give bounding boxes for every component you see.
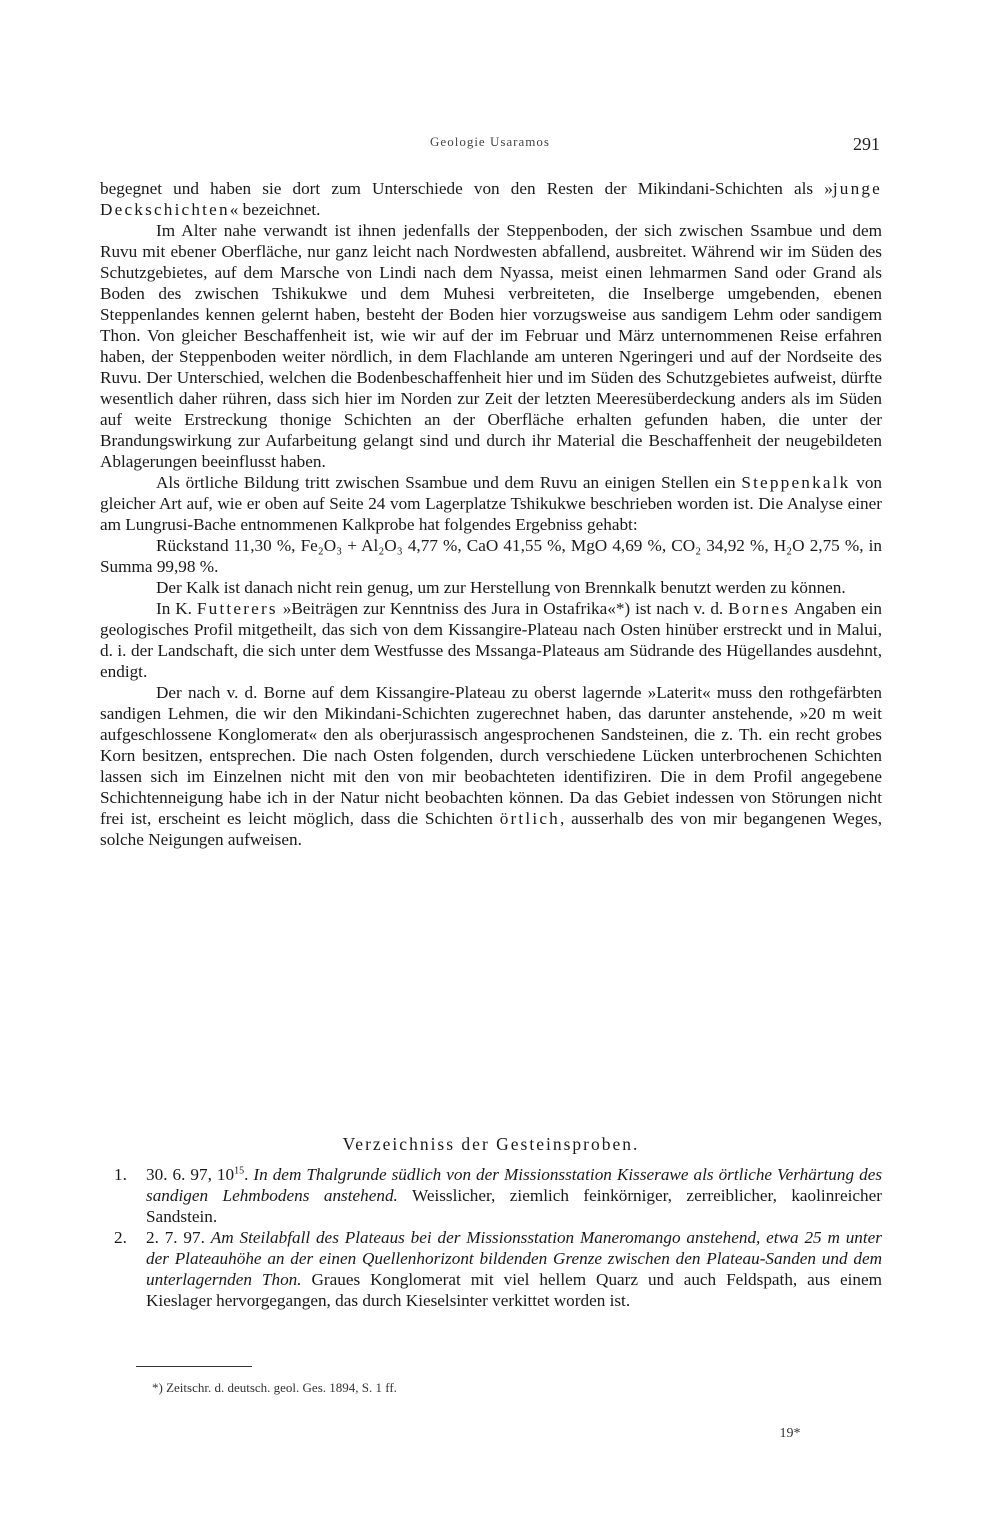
spaced-emphasis: Futterers <box>196 599 278 618</box>
spaced-emphasis: örtlich <box>499 809 560 828</box>
sample-description: Weisslicher, ziemlich feinkörniger, zerreiblicher, kaolinreicher Sandstein. <box>146 1186 882 1226</box>
paragraph-2: Im Alter nahe verwandt ist ihnen jedenfalls der Steppenboden, der sich zwischen Ssambue und dem Ruvu mit ebener Oberfläche, nur ganz leicht nach Nordwesten abfallend, ausbreitet. Während wir im Süden des Schutzgebietes, auf dem Marsche von Lindi nach dem Nyassa, meist einen lehmarmen Sand oder Grand als Boden des zwischen Tshikukwe und dem Muhesi verbreiteten, die Inselberge umgebenden, ebenen Steppenlandes kennen gelernt haben, besteht der Boden hier vorzugsweise aus sandigem Lehm oder sandigem Thon. Von gleicher Beschaffenheit ist, wie wir auf der im Februar und März unternommenen Reise erfahren haben, der Steppenboden weiter nördlich, in dem Flachlande am unteren Ngeringeri und auf der Nordseite des Ruvu. Der Unterschied, welchen die Bodenbeschaffenheit hier und im Süden des Schutzgebietes aufweist, dürfte wesentlich daher rühren, dass sich hier im Norden zur Zeit der letzten Meeresüberdeckung anders als im Süden auf weite Erstreckung thonige Schichten an der Oberfläche erhalten gefunden haben, die unter der Brandungswirkung zur Aufarbeitung gelangt sind und durch ihr Material die Beschaffenheit der neugebildeten Ablagerungen beeinflusst haben. <box>100 221 882 471</box>
sample-number: 2. <box>114 1228 127 1247</box>
spaced-emphasis: Steppenkalk <box>741 473 851 492</box>
paragraph-6-text-a: Der nach v. d. Borne auf dem Kissangire-Plateau zu oberst lagernde »Laterit« muss den rothgefärbten sandigen Lehmen, die wir den Mikindani-Schichten zugerechnet haben, das darunter anstehende, »20 m weit aufgeschlossene Konglomerat« den als oberjurassisch angesprochenen Sandsteinen, die z. Th. ein recht grobes Korn besitzen, entsprechen. Die nach Osten folgenden, durch verschiedene Lücken unterbrochenen Schichten lassen sich im Einzelnen nicht mit den von mir beobachteten identifiziren. Die in dem Profil angegebene Schichtenneigung habe ich in der Natur nicht beobachten können. Da das Gebiet indessen von Störungen nicht frei ist, erscheint es leicht möglich, dass die Schichten <box>100 683 882 828</box>
sample-location: In dem Thalgrunde südlich von der Missionsstation Kisserawe als örtliche Verhärtung des sandigen Lehmbodens anstehend. <box>146 1165 883 1205</box>
sample-location: Am Steilabfall des Plateaus bei der Missionsstation Maneromango anstehend, etwa 25 m unter der Plateauhöhe an der einen Quellenhorizont bildenden Grenze zwischen den Plateau-Sanden und dem unterlagernden Thon. <box>146 1228 882 1289</box>
list-item: 1. 30. 6. 97, $10^{15}$. In dem Thalgrunde südlich von der Missionsstation Kisserawe als örtliche Verhärtung des sandigen Lehmbodens anstehend. Weisslicher, ziemlich feinkörniger, zerreiblicher, kaolinreicher Sandstein. <box>114 1165 883 1226</box>
signature-mark: 19* <box>779 1426 801 1441</box>
body-text <box>100 178 882 850</box>
paragraph-3-text-a: Als örtliche Bildung tritt zwischen Ssambue und dem Ruvu an einigen Stellen ein <box>156 473 742 492</box>
paragraph-1 <box>100 178 882 220</box>
paragraph-6-text-b: , ausserhalb des von mir begangenen Weges, solche Neigungen aufweisen. <box>100 809 882 849</box>
paragraph-1-text-a: begegnet und haben sie dort zum Unterschiede von den Resten der Mikindani-Schichten als » <box>100 179 833 198</box>
sample-list <box>100 1164 882 1311</box>
paragraph-3-text-b: von gleicher Art auf, wie er oben auf Seite 24 vom Lagerplatze Tshikukwe beschrieben worden ist. Die Analyse einer am Lungrusi-Bache entnommenen Kalkprobe hat folgendes Ergebniss gehabt: <box>100 473 882 534</box>
paragraph-5-text-c: Angaben ein geologisches Profil mitgetheilt, das sich von dem Kissangire-Plateau nach Osten hinüber erstreckt und in Malui, d. i. der Landschaft, die sich unter dem Westfusse des Mssanga-Plateaus am Südrande des Hügellandes ausdehnt, endigt. <box>100 599 883 681</box>
paragraph-5-text-b: »Beiträgen zur Kenntniss des Jura in Ostafrika«*) ist nach v. d. <box>277 599 729 618</box>
footnote: *) Zeitschr. d. deutsch. geol. Ges. 1894, S. 1 ff. <box>152 1380 397 1395</box>
sample-number: 1. <box>114 1165 127 1184</box>
paragraph-5 <box>100 598 882 682</box>
paragraph-6 <box>100 682 882 850</box>
footnote-divider <box>136 1366 252 1367</box>
running-head: Geologie Usaramos <box>430 134 550 149</box>
paragraph-1-text-b: « bezeichnet. <box>229 200 321 219</box>
spaced-emphasis: Bornes <box>728 599 791 618</box>
section-heading: Verzeichniss der Gesteinsproben. <box>342 1134 640 1154</box>
sample-date: 30. 6. 97, 10 <box>146 1165 235 1184</box>
page-number: 291 <box>853 134 880 154</box>
paragraph-4: Der Kalk ist danach nicht rein genug, um zur Herstellung von Brennkalk benutzt werden zu können. <box>156 578 846 597</box>
paragraph-5-text-a: In K. <box>156 599 197 618</box>
list-item <box>100 1227 882 1311</box>
paragraph-3 <box>100 472 882 535</box>
spaced-emphasis: junge Deckschichten <box>100 179 882 219</box>
sample-time: 15 <box>234 1165 245 1177</box>
sample-description: Graues Konglomerat mit viel hellem Quarz und auch Feldspath, aus einem Kieslager hervorgegangen, das durch Kieselsinter verkittet worden ist. <box>146 1270 882 1310</box>
sample-date: 2. 7. 97. <box>146 1228 205 1247</box>
analysis-line: Rückstand 11,30 %, Fe₂O₃ + Al₂O₃ 4,77 %, CaO 41,55 %, MgO 4,69 %, CO₂ 34,92 %, H₂O 2,75 %, in Summa 99,98 %. <box>100 536 882 576</box>
